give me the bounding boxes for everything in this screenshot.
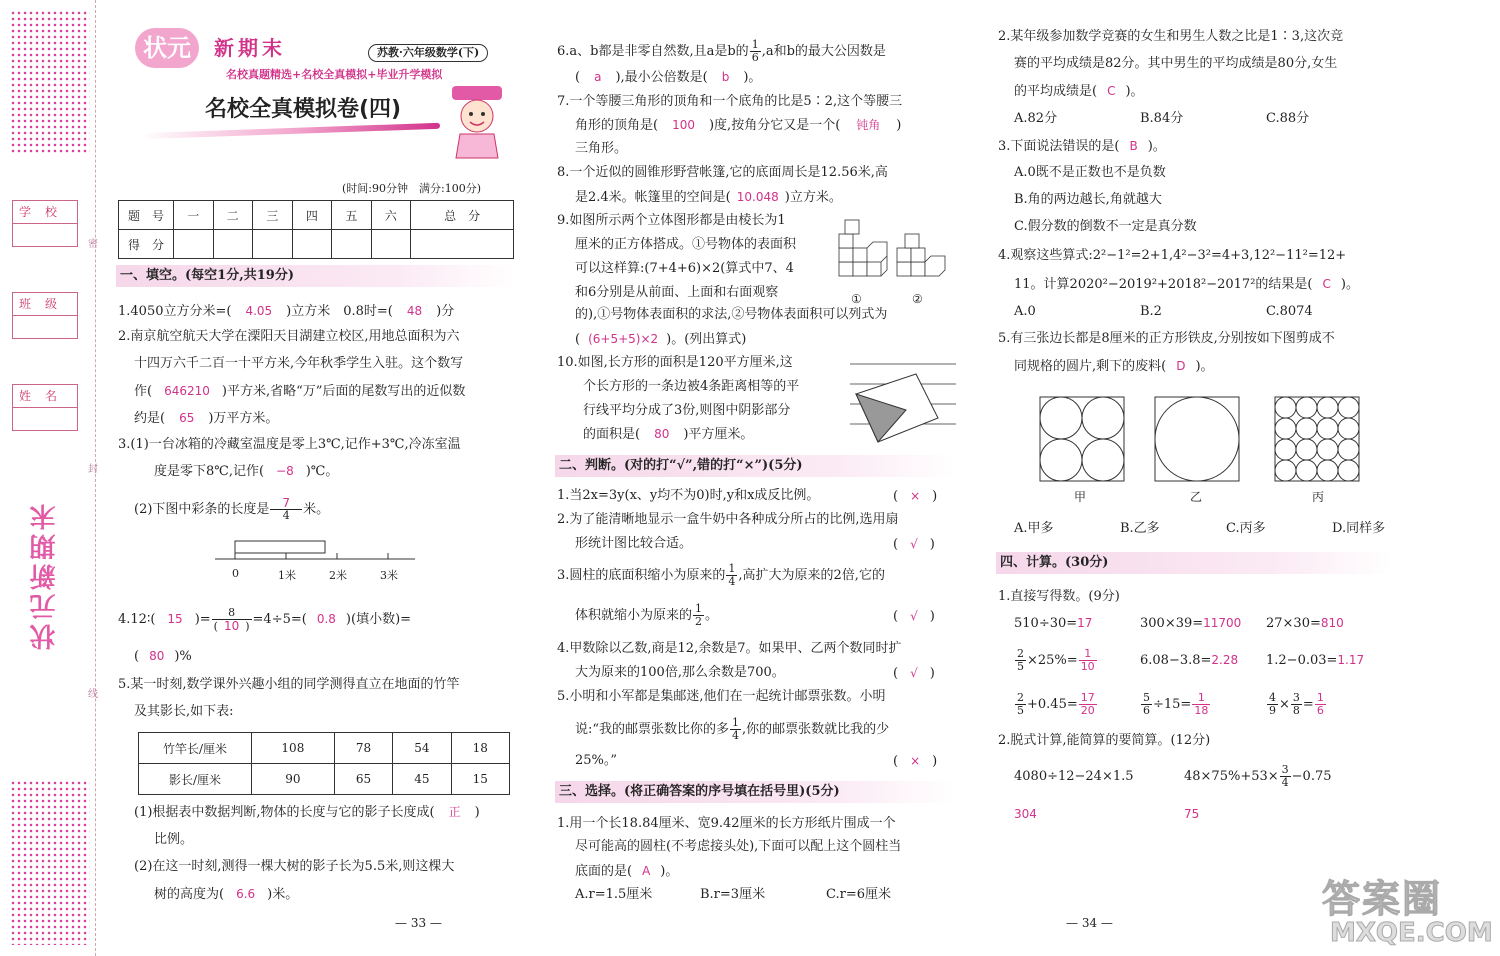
expr-2: 48×75%+53× $\frac{3}{4}$ −0.75 (1184, 763, 1332, 789)
small-circle (1275, 460, 1296, 481)
ruler-tick-label: 1米 (278, 569, 296, 582)
small-circle (1317, 460, 1338, 481)
scholar-mascot-icon (442, 80, 512, 160)
c5-option-c[interactable]: C.丙多 (1226, 521, 1266, 536)
q10-l3: 行线平均分成了3份,则图中阴影部分 (583, 403, 791, 418)
c2-l3: 的平均成绩是( C )。 (1014, 84, 1144, 99)
c1-l3: 底面的是( A )。 (575, 864, 679, 879)
q4-l1: 4.12∶( 15 )= $\frac{8}{( 10 )}$ =4÷5=( 0.8 )(填小数)= (118, 605, 412, 633)
answer: 11700 (1203, 616, 1242, 630)
calc-row-1c: 27×30=810 (1266, 616, 1344, 631)
small-circle (1317, 418, 1338, 439)
q8-l2: 是2.4米。帐篷里的空间是( 10.048 )立方米。 (575, 190, 842, 205)
q9-l5: 的),①号物体表面积的求法,②号物体表面积可以列式为 (575, 307, 888, 322)
q10-l1: 10.如图,长方形的面积是120平方厘米,这 (557, 355, 793, 370)
score-value-row (119, 230, 514, 259)
q4-l2: ( 80 )% (134, 649, 192, 664)
score-cell: 五 (332, 201, 372, 230)
q7-l2: 角形的顶角是( 100 )度,按角分它又是一个( 钝角 ) (575, 118, 902, 133)
page-number: — 33 — (395, 916, 442, 930)
j1: 1.当2x=3y(x、y均不为0)时,y和x成反比例。 ( × ) (557, 488, 938, 504)
q2-l2: 十四万六千二百一十平方米,今年秋季学生入驻。这个数写 (134, 356, 464, 371)
answer: 810 (1320, 616, 1344, 630)
edition-tag: 苏教·六年级数学(下) (368, 44, 488, 62)
calc-row-2c: 1.2−0.03=1.17 (1266, 653, 1365, 668)
answer: $\frac{17}{20}$ (1080, 691, 1095, 717)
small-circle (1275, 439, 1296, 460)
c2-option-c[interactable]: C.88分 (1266, 111, 1310, 126)
c1-option-b[interactable]: B.r=3厘米 (700, 887, 766, 902)
answer: $\frac{1}{18}$ (1194, 691, 1209, 717)
q9-l4: 和6分别是从前面、上面和右面观察 (575, 285, 779, 300)
answer: × (910, 489, 921, 503)
c2-l2: 赛的平均成绩是82分。其中男生的平均成绩是80分,女生 (1014, 56, 1338, 71)
table-cell: 78 (334, 733, 392, 764)
answer: C (1322, 277, 1331, 291)
class-label: 班级 (13, 293, 77, 316)
calc-row-1b: 300×39=11700 (1140, 616, 1242, 631)
c4-l1: 4.观察这些算式:2²−1²=2+1,4²−3²=4+3,12²−11²=12+ (998, 248, 1347, 263)
score-cell: 题 号 (119, 201, 174, 230)
j2-l2: 形统计图比较合适。 ( √ ) (575, 536, 935, 552)
answer: 0.8 (316, 612, 336, 626)
q2-l4: 约是( 65 )万平方米。 (134, 411, 279, 426)
score-cell: 三 (253, 201, 293, 230)
calc-row-2b: 6.08−3.8=2.28 (1140, 653, 1239, 668)
ruler-tick-label: 0 (232, 567, 239, 580)
name-field[interactable] (12, 384, 78, 431)
answer: a (594, 70, 602, 84)
q5-l1: 5.某一时刻,数学课外兴趣小组的同学测得直立在地面的竹竿 (118, 677, 460, 692)
calc-row-3: $\frac{2}{5}$ +0.45= $\frac{17}{20}$ (1017, 691, 1095, 717)
seal-feng: 封 (88, 464, 98, 475)
score-header-row (119, 201, 514, 230)
q6-l1: 6.a、b都是非零自然数,且a是b的 $\frac{1}{6}$ ,a和b的最大公因数是 (557, 38, 886, 64)
small-circle (1338, 460, 1359, 481)
score-input[interactable] (253, 230, 293, 259)
figure-label: ② (912, 292, 923, 306)
figure-label-yi: 乙 (1190, 490, 1203, 504)
table-cell: 65 (334, 764, 392, 795)
answer: √ (910, 609, 918, 623)
q9-l3: 可以这样算:(7+4+6)×2(算式中7、4 (575, 261, 794, 276)
answer: 2.28 (1211, 653, 1239, 667)
q5a-l2: 比例。 (154, 832, 194, 847)
answer: −8 (276, 464, 294, 478)
score-cell: 总 分 (411, 201, 514, 230)
small-circle (1296, 439, 1317, 460)
answer: 钝角 (856, 118, 881, 132)
c2-l1: 2.某年级参加数学竞赛的女生和男生人数之比是1∶3,这次竞 (998, 29, 1344, 44)
c4-option-a[interactable]: A.0 (1014, 304, 1036, 319)
q7-l3: 三角形。 (575, 141, 628, 156)
shadow-row (139, 764, 510, 795)
q3a-l1: 3.(1)一台冰箱的冷藏室温度是零上3℃,记作+3℃,冷冻室温 (118, 437, 461, 452)
c5-option-b[interactable]: B.乙多 (1120, 521, 1160, 536)
ruler-tick-label: 3米 (380, 569, 398, 582)
j5-l1: 5.小明和小军都是集邮迷,他们在一起统计邮票张数。小明 (557, 689, 886, 704)
page-number: — 34 — (1066, 916, 1113, 930)
score-input[interactable] (213, 230, 253, 259)
school-label: 学校 (13, 201, 77, 224)
series-title: 新期末 (214, 36, 286, 60)
table-cell: 15 (451, 764, 509, 795)
score-input[interactable] (371, 230, 411, 259)
answer: √ (910, 666, 918, 680)
answer: b (721, 70, 730, 84)
figure-label: ① (851, 292, 862, 306)
c2-option-b[interactable]: B.84分 (1140, 111, 1184, 126)
c1-l2: 尽可能高的圆柱(不考虑接头处),下面可以配上这个圆柱当 (575, 839, 902, 854)
title-swoosh (140, 123, 440, 139)
expr-2-answer: 75 (1184, 807, 1200, 821)
score-cell: 二 (213, 201, 253, 230)
seal-mi: 密 (88, 239, 98, 250)
section-4-heading: 四、计算。(30分) (996, 552, 1392, 574)
score-input[interactable] (174, 230, 214, 259)
class-field[interactable] (12, 292, 78, 339)
j4-l1: 4.甲数除以乙数,商是12,余数是7。如果甲、乙两个数同时扩 (557, 641, 902, 656)
c5-l1: 5.有三张边长都是8厘米的正方形铁皮,分别按如下图剪成不 (998, 331, 1335, 346)
small-circle (1338, 418, 1359, 439)
section-3-heading: 三、选择。(将正确答案的序号填在括号里)(5分) (555, 781, 955, 803)
small-circle (1296, 418, 1317, 439)
cube-figures (835, 214, 955, 304)
slogan: 名校真题精选+名校全真模拟+毕业升学模拟 (226, 68, 443, 81)
q3b: (2)下图中彩条的长度是 $\frac{7}{4}$ 米。 (134, 496, 330, 522)
score-cell: 得 分 (119, 230, 174, 259)
q7-l1: 7.一个等腰三角形的顶角和一个底角的比是5∶2,这个等腰三 (557, 94, 903, 109)
c1-l1: 1.用一个长18.84厘米、宽9.42厘米的长方形纸片围成一个 (557, 816, 896, 831)
c1-option-a[interactable]: A.r=1.5厘米 (575, 887, 653, 902)
q8-l1: 8.一个近似的圆锥形野营帐篷,它的底面周长是12.56米,高 (557, 165, 888, 180)
answer: D (1176, 359, 1186, 373)
q1: 1.4050立方分米=( 4.05 )立方米 0.8时=( 48 )分 (118, 304, 455, 319)
decor-dots-bottom (10, 780, 90, 945)
figure-label-jia: 甲 (1074, 490, 1087, 504)
brand-badge: 状元 (135, 28, 199, 68)
answer: 10 (223, 618, 240, 633)
decor-dots-top (10, 10, 90, 155)
c4-l2: 11。计算2020²−2019²+2018²−2017²的结果是( C )。 (1014, 277, 1359, 292)
c5-l2: 同规格的圆片,剩下的废料( D )。 (1014, 359, 1214, 374)
j4-l2: 大为原来的100倍,那么余数是700。 ( √ ) (575, 665, 935, 681)
table-cell: 影长/厘米 (139, 764, 252, 795)
answer: 1.17 (1337, 653, 1365, 667)
score-input[interactable] (332, 230, 372, 259)
small-circle (1275, 418, 1296, 439)
answer: 80 (149, 649, 165, 663)
calc-row-2: $\frac{2}{5}$ ×25%= $\frac{1}{10}$ (1017, 647, 1095, 673)
c3-option-a[interactable]: A.0既不是正数也不是负数 (1014, 165, 1166, 180)
answer: (6+5+5)×2 (588, 332, 659, 346)
small-circle (1275, 397, 1296, 418)
j2-l1: 2.为了能清晰地显示一盒牛奶中各种成分所占的比例,选用扇 (557, 512, 899, 527)
ruler-tick-label: 2米 (329, 569, 347, 582)
score-input[interactable] (292, 230, 332, 259)
table-cell: 108 (252, 733, 335, 764)
answer: 65 (179, 411, 195, 425)
expr-1: 4080÷12−24×1.5 (1014, 769, 1134, 784)
j3-l1: 3.圆柱的底面积缩小为原来的 $\frac{1}{4}$ ,高扩大为原来的2倍,它的 (557, 562, 885, 588)
expr-1-answer: 304 (1014, 807, 1037, 821)
watermark-logo: 答案圈 (1322, 877, 1443, 921)
score-cell: 一 (174, 201, 214, 230)
school-field[interactable] (12, 200, 78, 247)
seal-xian: 线 (88, 689, 98, 700)
table-cell: 45 (393, 764, 451, 795)
c5-option-a[interactable]: A.甲多 (1014, 521, 1054, 536)
watermark-url: MXQE.COM (1330, 918, 1493, 948)
small-circle (1338, 397, 1359, 418)
calc-row-3c: $\frac{4}{9}$ × $\frac{3}{8}$ = $\frac{1}{6}$ (1269, 691, 1324, 717)
answer: C (1107, 84, 1116, 98)
figure-label-bing: 丙 (1312, 490, 1325, 504)
answer: 646210 (164, 384, 210, 398)
q9-l1: 9.如图所示两个立体图形都是由棱长为1 (557, 213, 786, 228)
exam-title: 名校全真模拟卷(四) (205, 97, 402, 122)
c4-option-c[interactable]: C.8074 (1266, 304, 1313, 319)
vertical-brand: 状元新期末 (30, 500, 60, 650)
name-label: 姓名 (13, 385, 77, 408)
small-circle (1338, 439, 1359, 460)
q9-l6: ( (6+5+5)×2 )。(列出算式) (575, 332, 747, 347)
q2-l3: 作( 646210 )平方米,省略“万”后面的尾数写出的近似数 (134, 384, 466, 399)
answer: 48 (406, 304, 423, 318)
c5-option-d[interactable]: D.同样多 (1332, 521, 1386, 536)
j5-l3: 25%。” ( × ) (575, 753, 938, 769)
q5b-l2: 树的高度为( 6.6 )米。 (154, 887, 299, 902)
c3-option-b[interactable]: B.角的两边越长,角就越大 (1014, 192, 1162, 207)
answer: B (1129, 139, 1138, 153)
small-circle (1296, 460, 1317, 481)
score-cell: 六 (371, 201, 411, 230)
calc-row-1: 510÷30=17 (1014, 616, 1093, 631)
calc1-heading: 1.直接写得数。(9分) (998, 589, 1120, 604)
section-1-heading: 一、填空。(每空1分,共19分) (116, 265, 516, 287)
c3-option-c[interactable]: C.假分数的倒数不一定是真分数 (1014, 219, 1197, 234)
answer: 100 (672, 118, 695, 132)
section-2-heading: 二、判断。(对的打“√”,错的打“×”)(5分) (555, 455, 955, 477)
answer: 80 (654, 427, 670, 441)
c3-l1: 3.下面说法错误的是( B )。 (998, 139, 1166, 154)
q9-l2: 厘米的正方体搭成。①号物体的表面积 (575, 237, 797, 252)
c4-option-b[interactable]: B.2 (1140, 304, 1162, 319)
q2-l1: 2.南京航空航天大学在溧阳天目湖建立校区,用地总面积为六 (118, 329, 460, 344)
parallel-lines-figure (848, 356, 958, 446)
calc-row-3b: $\frac{5}{6}$ ÷15= $\frac{1}{18}$ (1143, 691, 1209, 717)
j5-l2: 说:“我的邮票张数比你的多 $\frac{1}{4}$ ,你的邮票张数就比我的少 (575, 716, 890, 742)
q5b-l1: (2)在这一时刻,测得一棵大树的影子长为5.5米,则这棵大 (134, 859, 455, 874)
answer: 6.6 (236, 887, 256, 901)
answer: $\frac{1}{6}$ (1316, 691, 1324, 717)
answer: 17 (1077, 616, 1093, 630)
table-cell: 18 (451, 733, 509, 764)
table-cell: 54 (393, 733, 451, 764)
q6-l2: ( a ),最小公倍数是( b )。 (575, 70, 762, 85)
answer: 4.05 (245, 304, 273, 318)
q3a-l2: 度是零下8℃,记作( −8 )℃。 (154, 464, 339, 479)
j3-l2: 体积就缩小为原来的 $\frac{1}{2}$ 。 ( √ ) (575, 602, 935, 628)
q5-l2: 及其影长,如下表: (134, 704, 234, 719)
answer: × (910, 754, 921, 768)
table-cell: 竹竿长/厘米 (139, 733, 252, 764)
q5a-l1: (1)根据表中数据判断,物体的长度与它的影子长度成( 正 ) (134, 805, 480, 820)
circle-cut-figures (1038, 395, 1368, 483)
answer: $\frac{1}{10}$ (1080, 647, 1095, 673)
answer: 10.048 (736, 190, 779, 204)
answer: 7 (270, 497, 302, 510)
shadow-row (139, 733, 510, 764)
shadow-table (138, 732, 510, 795)
answer: √ (910, 537, 918, 551)
small-circle (1317, 397, 1338, 418)
answer: 15 (167, 612, 183, 626)
answer: 正 (448, 805, 461, 819)
time-info: (时间:90分钟 满分:100分) (342, 182, 481, 195)
small-circle (1317, 439, 1338, 460)
table-cell: 90 (252, 764, 335, 795)
score-table (118, 200, 514, 259)
q10-l4: 的面积是( 80 )平方厘米。 (583, 427, 754, 442)
binding-line (95, 0, 96, 956)
c2-option-a[interactable]: A.82分 (1014, 111, 1058, 126)
score-input[interactable] (411, 230, 514, 259)
c1-option-c[interactable]: C.r=6厘米 (826, 887, 891, 902)
q10-l2: 个长方形的一条边被4条距离相等的平 (583, 379, 800, 394)
answer: A (642, 864, 651, 878)
score-cell: 四 (292, 201, 332, 230)
small-circle (1296, 397, 1317, 418)
calc2-heading: 2.脱式计算,能简算的要简算。(12分) (998, 733, 1211, 748)
